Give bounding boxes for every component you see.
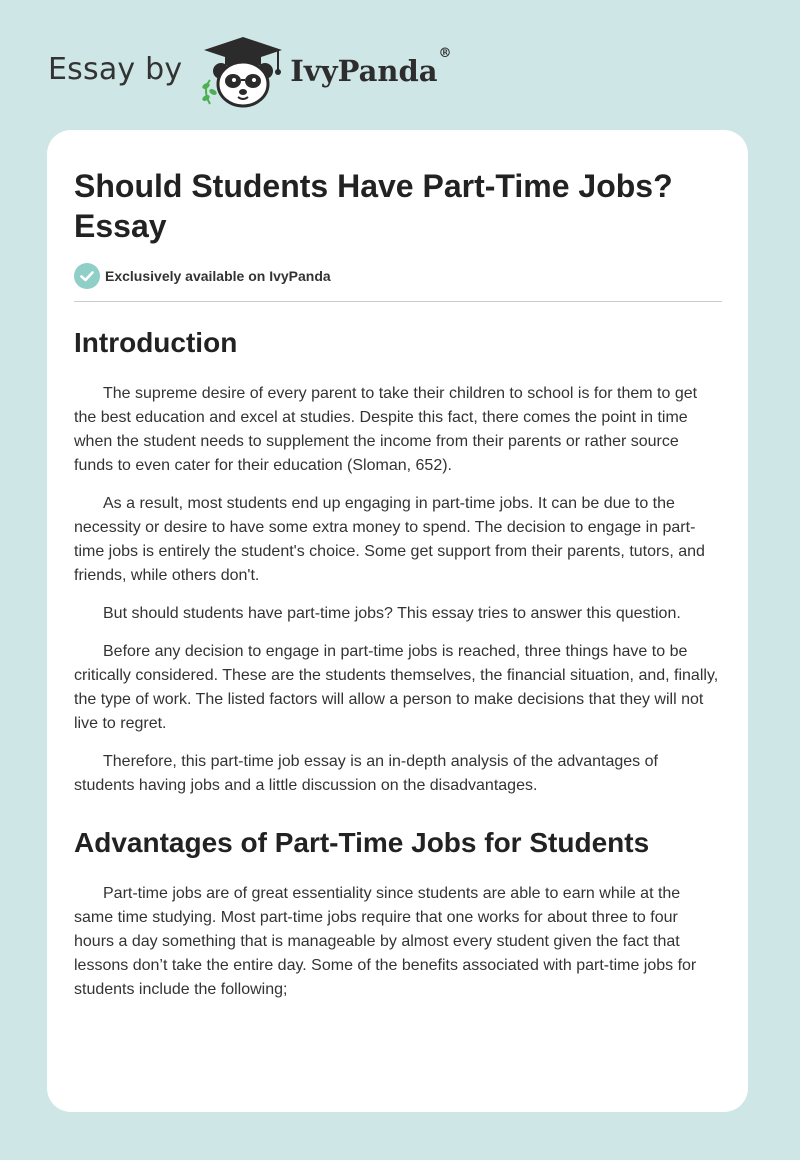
page-title: Should Students Have Part-Time Jobs? Essay [74,168,673,244]
essay-card [47,130,748,1112]
brand-prefix: Essay by [48,51,183,87]
paragraph: Part-time jobs are of great essentiality since students are able to earn while at the same time studying. Most part-time jobs require that one works for about three to four hours a day something that is manageable by almost every student given the fact that lessons don’t take the entire day. Some of the benefits associated with part-time jobs for students include the following; [74,885,697,998]
paragraph: The supreme desire of every parent to take their children to school is for them to get the best education and excel at studies. Despite this fact, there comes the point in time when the student needs to supplement the income from their parents or rather source funds to even cater for their education (Sloman, 652). [74,385,698,474]
section-advantages [74,826,722,1002]
section-heading: Advantages of Part-Time Jobs for Students [74,827,650,858]
divider [74,301,722,302]
section-heading: Introduction [74,327,238,358]
paragraph: Before any decision to engage in part-time jobs is reached, three things have to be critically considered. These are the students themselves, the financial situation, and, finally, the type of work. The listed factors will allow a person to make decisions that they will not live to regret. [74,643,719,732]
exclusive-badge [74,262,722,290]
site-header-logo[interactable] [48,34,452,110]
check-circle-icon [74,263,100,289]
badge-label: Exclusively available on IvyPanda [105,268,331,284]
brand-name: IvyPanda® [290,46,452,88]
paragraph: Therefore, this part-time job essay is an in-depth analysis of the advantages of students having jobs and a little discussion on the disadvantages. [74,753,658,794]
section-introduction [74,326,722,798]
paragraph: But should students have part-time jobs? This essay tries to answer this question. [103,605,681,622]
paragraph: As a result, most students end up engaging in part-time jobs. It can be due to the necessity or desire to have some extra money to spend. The decision to engage in part-time jobs is entirely the student's choice. Some get support from their parents, tutors, and friends, while others don't. [74,495,705,584]
registered-mark: ® [438,46,452,61]
panda-graduate-icon [198,34,288,110]
